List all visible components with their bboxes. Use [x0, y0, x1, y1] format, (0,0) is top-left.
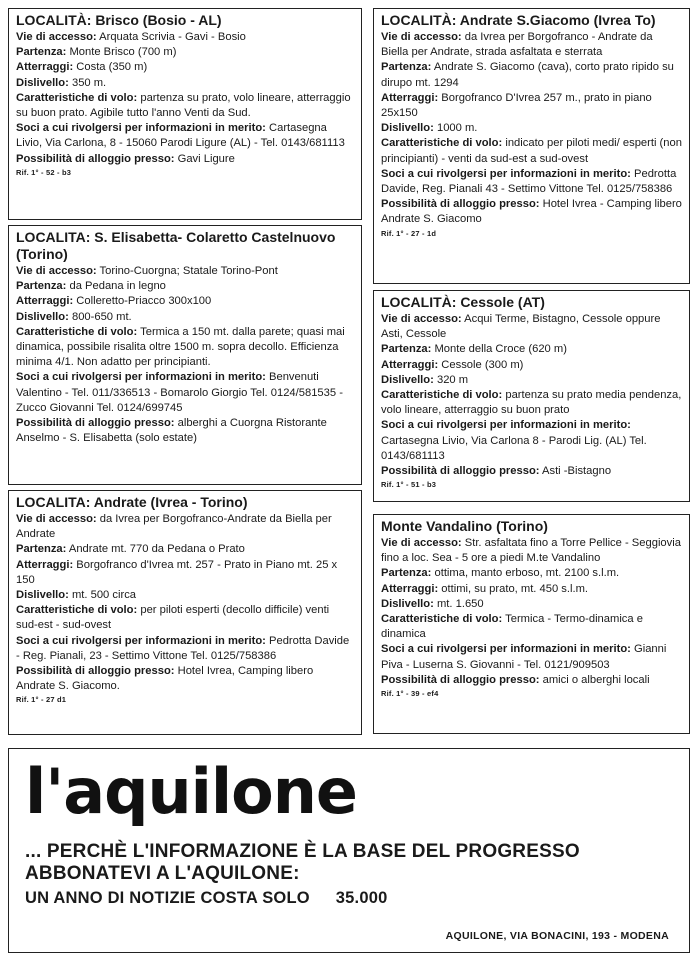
card-field	[16, 512, 354, 542]
field-value: Borgofranco d'Ivrea mt. 257 - Prato in Piano mt. 25 x 150	[16, 558, 338, 586]
field-label: Atterraggi:	[381, 91, 439, 104]
card-cessole	[373, 290, 690, 502]
field-label: Caratteristiche di volo:	[381, 389, 503, 402]
card-field	[16, 76, 354, 91]
card-field	[16, 91, 354, 121]
field-label: Possibilità di alloggio presso:	[16, 665, 175, 678]
field-value: Cartasegna Livio, Via Carlona 8 - Parodi Lig. (AL) Tel. 0143/681113	[381, 434, 647, 462]
field-label: Dislivello:	[381, 597, 434, 610]
card-field	[381, 597, 682, 612]
field-value: Pedrotta Davide - Reg. Pianali, 23 - Settimo Vittone Tel. 0125/758386	[16, 634, 350, 662]
field-label: Atterraggi:	[381, 358, 439, 371]
card-field	[381, 418, 682, 464]
field-value: Benvenuti Valentino - Tel. 011/336513 - Bomarolo Giorgio Tel. 0124/581535 - Zucco Giovanni Tel. 0124/699745	[16, 371, 343, 414]
field-label: Soci a cui rivolgersi per informazioni in merito:	[381, 167, 631, 180]
card-reference: Rif. 1° - 52 - b3	[16, 167, 72, 177]
field-value: alberghi a Cuorgna Ristorante Anselmo - S. Elisabetta (solo estate)	[16, 417, 327, 445]
card-field	[381, 612, 682, 642]
slogan-subscribe: ABBONATEVI A L'AQUILONE:	[25, 863, 300, 884]
card-field	[381, 197, 682, 227]
card-reference: Rif. 1° - 27 - 1d	[381, 228, 437, 238]
field-value: per piloti esperti (decollo difficile) venti sud-est - sud-ovest	[16, 604, 330, 632]
card-field	[16, 603, 354, 633]
card-reference: Rif. 1° - 27 d1	[16, 695, 67, 705]
card-field	[381, 312, 682, 342]
field-label: Soci a cui rivolgersi per informazioni in merito:	[16, 122, 266, 135]
field-value: Hotel Ivrea - Camping libero Andrate S. Giacomo	[381, 198, 682, 226]
field-value: mt. 1.650	[436, 597, 484, 610]
card-s-elisabetta	[8, 225, 362, 485]
field-label: Caratteristiche di volo:	[16, 604, 138, 617]
card-field	[381, 60, 682, 90]
field-value: Termica a 150 mt. dalla parete; quasi mai dinamica, possibile risalita oltre 1500 m. sopra decollo. Efficienza minima 4/1. Non adatto per principianti.	[16, 325, 345, 369]
field-value: Arquata Scrivia - Gavi - Bosio	[99, 31, 246, 43]
field-value: Cessole (300 m)	[441, 358, 524, 371]
card-title: LOCALITÀ: Cessole (AT)	[381, 294, 545, 310]
field-value: Gavi Ligure	[177, 152, 235, 165]
field-label: Caratteristiche di volo:	[16, 91, 138, 104]
field-label: Possibilità di alloggio presso:	[16, 417, 175, 430]
card-title: Monte Vandalino (Torino)	[381, 518, 548, 534]
field-label: Possibilità di alloggio presso:	[16, 152, 175, 165]
field-label: Vie di accesso:	[381, 537, 462, 549]
card-field	[381, 464, 682, 479]
card-field	[16, 588, 354, 603]
field-value: Pedrotta Davide, Reg. Pianali 43 - Settimo Vittone Tel. 0125/758386	[381, 167, 677, 196]
field-value: Colleretto-Priacco 300x100	[76, 295, 212, 308]
card-andrate	[8, 490, 362, 735]
card-title: LOCALITÀ: Andrate S.Giacomo (Ivrea To)	[381, 12, 656, 28]
card-field	[381, 91, 682, 121]
card-field	[16, 60, 354, 75]
field-value: 350 m.	[71, 76, 107, 89]
card-field	[16, 45, 354, 60]
card-field	[381, 136, 682, 166]
subscription-banner	[8, 748, 690, 953]
card-reference: Rif. 1° - 51 - b3	[381, 480, 437, 490]
field-label: Possibilità di alloggio presso:	[381, 465, 540, 478]
field-value: 800-650 mt.	[71, 310, 132, 323]
field-label: Soci a cui rivolgersi per informazioni in merito:	[16, 371, 266, 384]
card-field	[16, 558, 354, 588]
card-field	[16, 294, 354, 309]
field-value: Monte della Croce (620 m)	[434, 343, 567, 356]
card-field	[381, 121, 682, 136]
field-label: Dislivello:	[16, 76, 69, 89]
card-field	[16, 542, 354, 557]
field-label: Partenza:	[16, 46, 67, 59]
field-label: Atterraggi:	[16, 558, 74, 571]
field-value: Termica - Termo-dinamica e dinamica	[381, 613, 643, 641]
card-field	[381, 388, 682, 418]
field-value: Cartasegna Livio, Via Carlona, 8 - 15060 Parodi Ligure (AL) - Tel. 0143/681113	[16, 122, 345, 150]
field-value: Str. asfaltata fino a Torre Pellice - Seggiovia fino a loc. Sea - 5 ore a piedi M.te Vandalino	[381, 537, 681, 565]
slogan-price-line	[25, 887, 387, 909]
field-label: Dislivello:	[381, 122, 434, 135]
card-field	[381, 342, 682, 357]
card-field	[16, 310, 354, 325]
field-label: Partenza:	[381, 61, 432, 74]
card-field	[16, 152, 354, 167]
field-label: Soci a cui rivolgersi per informazioni in merito:	[381, 643, 631, 656]
card-field	[381, 582, 682, 597]
field-value: ottimi, su prato, mt. 450 s.l.m.	[441, 582, 589, 595]
field-value: Asti -Bistagno	[542, 465, 612, 478]
slogan-price-text: UN ANNO DI NOTIZIE COSTA SOLO	[25, 889, 310, 907]
card-title: LOCALITÀ: Brisco (Bosio - AL)	[16, 12, 222, 28]
publisher-address: AQUILONE, VIA BONACINI, 193 - MODENA	[445, 930, 669, 942]
card-field	[381, 536, 682, 566]
field-label: Possibilità di alloggio presso:	[381, 673, 540, 686]
card-field	[381, 30, 682, 60]
slogan-information: ... PERCHÈ L'INFORMAZIONE È LA BASE DEL PROGRESSO	[25, 841, 580, 862]
card-title: LOCALITA: Andrate (Ivrea - Torino)	[16, 494, 248, 510]
field-label: Dislivello:	[381, 373, 434, 386]
field-label: Dislivello:	[16, 589, 69, 602]
field-value: da Ivrea per Borgofranco - Andrate da Biella per Andrate, strada asfaltata e sterrata	[381, 31, 653, 59]
card-field	[16, 121, 354, 151]
card-field	[16, 325, 354, 371]
aquilone-logo: l'aquilone	[25, 755, 357, 828]
card-title: LOCALITA: S. Elisabetta- Colaretto Castelnuovo (Torino)	[16, 229, 336, 262]
card-field	[16, 264, 354, 279]
field-value: amici o alberghi locali	[542, 673, 650, 686]
card-brisco	[8, 8, 362, 220]
card-andrate-s-giacomo	[373, 8, 690, 284]
field-value: ottima, manto erboso, mt. 2100 s.l.m.	[434, 567, 620, 580]
field-label: Vie di accesso:	[16, 513, 97, 525]
field-label: Vie di accesso:	[381, 31, 462, 43]
card-field	[381, 642, 682, 672]
field-label: Soci a cui rivolgersi per informazioni in merito:	[381, 419, 631, 432]
field-label: Atterraggi:	[16, 61, 74, 74]
card-field	[381, 373, 682, 388]
field-label: Partenza:	[16, 280, 67, 293]
field-label: Caratteristiche di volo:	[381, 613, 503, 626]
field-label: Atterraggi:	[381, 582, 439, 595]
field-value: da Ivrea per Borgofranco-Andrate da Biella per Andrate	[16, 513, 332, 541]
card-field	[381, 673, 682, 688]
field-value: mt. 500 circa	[71, 589, 137, 602]
field-value: 320 m	[436, 373, 469, 386]
field-value: partenza su prato media pendenza, volo lineare, atterraggio su buon prato	[381, 389, 682, 417]
card-field	[381, 566, 682, 581]
field-value: Andrate S. Giacomo (cava), corto prato ripido su dirupo mt. 1294	[381, 61, 674, 89]
field-value: partenza su prato, volo lineare, atterraggio su buon prato. Agibile tutto l'anno Venti da Sud.	[16, 91, 351, 120]
card-reference: Rif. 1° - 39 - ef4	[381, 689, 439, 699]
card-monte-vandalino	[373, 514, 690, 734]
card-field	[16, 370, 354, 416]
field-label: Partenza:	[381, 567, 432, 580]
field-label: Partenza:	[16, 543, 67, 556]
field-value: Costa (350 m)	[76, 61, 148, 74]
field-value: 1000 m.	[436, 122, 478, 135]
field-label: Caratteristiche di volo:	[16, 325, 138, 338]
field-label: Soci a cui rivolgersi per informazioni in merito:	[16, 634, 266, 647]
card-field	[16, 279, 354, 294]
field-label: Caratteristiche di volo:	[381, 137, 503, 150]
field-value: Borgofranco D'Ivrea 257 m., prato in piano 25x150	[381, 91, 652, 120]
card-field	[16, 664, 354, 694]
field-label: Atterraggi:	[16, 295, 74, 308]
card-field	[16, 30, 354, 45]
card-field	[381, 167, 682, 197]
card-field	[381, 358, 682, 373]
field-label: Vie di accesso:	[381, 313, 462, 325]
field-label: Vie di accesso:	[16, 31, 97, 43]
field-value: Monte Brisco (700 m)	[69, 46, 177, 59]
field-value: Andrate mt. 770 da Pedana o Prato	[68, 543, 245, 556]
field-value: Torino-Cuorgna; Statale Torino-Pont	[99, 265, 278, 277]
field-label: Partenza:	[381, 343, 432, 356]
card-field	[16, 416, 354, 446]
field-label: Vie di accesso:	[16, 265, 97, 277]
field-label: Possibilità di alloggio presso:	[381, 198, 540, 211]
subscription-price: 35.000	[335, 889, 388, 907]
field-value: da Pedana in legno	[69, 280, 166, 293]
card-field	[16, 634, 354, 664]
field-value: Acqui Terme, Bistagno, Cessole oppure Asti, Cessole	[381, 313, 661, 341]
field-value: indicato per piloti medi/ esperti (non principianti) - venti da sud-est a sud-ovest	[381, 137, 682, 165]
field-value: Gianni Piva - Luserna S. Giovanni - Tel. 0121/909503	[381, 643, 667, 671]
field-value: Hotel Ivrea, Camping libero Andrate S. Giacomo.	[16, 665, 314, 693]
field-label: Dislivello:	[16, 310, 69, 323]
